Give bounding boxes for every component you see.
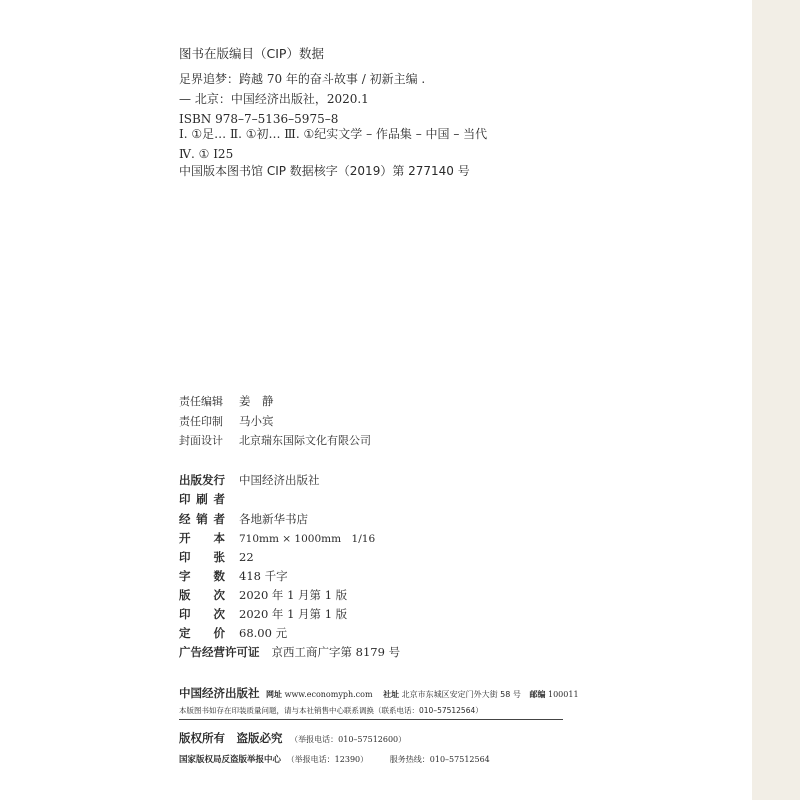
pub-row-sheets <box>179 550 254 564</box>
footer-divider <box>179 719 563 720</box>
cip-isbn-line: ISBN 978–7–5136–5975–8 <box>179 112 339 126</box>
cip-number: 中国版本图书馆 CIP 数据核字（2019）第 277140 号 <box>179 164 470 178</box>
anti-piracy-center: 国家版权局反盗版举报中心 <box>179 755 282 765</box>
footer-website-label: 网址 <box>266 690 283 699</box>
report-tel: （举报电话：010–57512600） <box>290 735 407 744</box>
staff-value: 姜 静 <box>239 394 274 408</box>
pub-value: 68.00 元 <box>239 626 288 640</box>
footer-postcode: 100011 <box>548 690 579 699</box>
rights-text: 版权所有 盗版必究 <box>179 731 283 745</box>
pub-value: 418 千字 <box>239 569 288 583</box>
pub-value: 2020 年 1 月第 1 版 <box>239 588 348 602</box>
pub-row-ad-license <box>179 645 400 659</box>
staff-label: 责任印制 <box>179 415 223 428</box>
pub-value: 2020 年 1 月第 1 版 <box>239 607 348 621</box>
pub-label: 印 刷 者 <box>179 492 225 506</box>
pub-label: 经 销 者 <box>179 512 225 526</box>
pub-row-format <box>179 531 375 546</box>
pub-label: 广告经营许可证 <box>179 645 260 659</box>
cip-publisher-line: — 北京：中国经济出版社，2020.1 <box>179 92 369 106</box>
footer-address-label: 社址 <box>383 690 400 699</box>
staff-label: 责任编辑 <box>179 395 223 408</box>
pub-value: 中国经济出版社 <box>239 473 320 487</box>
pub-label: 印 张 <box>179 550 225 564</box>
pub-value: 各地新华书店 <box>239 512 308 526</box>
staff-row-cover <box>179 433 371 448</box>
anti-piracy-tel: （举报电话：12390） <box>286 755 369 764</box>
anti-piracy-line <box>179 751 490 767</box>
staff-row-editor <box>179 394 274 409</box>
cip-subject-line: Ⅰ. ①足… Ⅱ. ①初… Ⅲ. ①纪实文学 – 作品集 – 中国 – 当代 <box>179 127 488 141</box>
staff-label: 封面设计 <box>179 434 223 447</box>
pub-label: 出版发行 <box>179 473 225 487</box>
pub-row-words <box>179 569 288 583</box>
page-edge <box>752 0 800 800</box>
pub-label: 版 次 <box>179 588 225 602</box>
staff-value: 北京瑞东国际文化有限公司 <box>239 434 371 447</box>
pub-label: 开 本 <box>179 531 225 545</box>
pub-row-printer <box>179 492 239 506</box>
staff-value: 马小宾 <box>239 414 274 428</box>
pub-label: 印 次 <box>179 607 225 621</box>
pub-value: 710mm × 1000mm 1/16 <box>239 533 376 545</box>
pub-label: 字 数 <box>179 569 225 583</box>
quality-notice: 本版图书如存在印装质量问题，请与本社销售中心联系调换（联系电话：010–57512564） <box>179 706 483 715</box>
rights-line <box>179 731 406 747</box>
footer-address: 北京市东城区安定门外大街 58 号 <box>401 690 521 699</box>
pub-value: 京西工商广字第 8179 号 <box>271 645 401 659</box>
footer-publisher-name: 中国经济出版社 <box>179 686 260 700</box>
pub-row-printing <box>179 607 347 621</box>
cip-title: 图书在版编目（CIP）数据 <box>179 46 324 61</box>
footer-postcode-label: 邮编 <box>529 690 546 699</box>
pub-value: 22 <box>239 550 254 564</box>
pub-row-price <box>179 626 287 640</box>
pub-row-publisher <box>179 473 320 487</box>
footer-publisher-line <box>179 686 579 702</box>
footer-website: www.economyph.com <box>284 690 373 699</box>
service-hotline: 服务热线：010–57512564 <box>389 755 490 764</box>
pub-row-distributor <box>179 512 308 526</box>
cip-book-title-line: 足界追梦：跨越 70 年的奋斗故事 / 初新主编 . <box>179 72 426 86</box>
cip-class-line: Ⅳ. ① I25 <box>179 147 234 161</box>
pub-row-edition <box>179 588 347 602</box>
pub-label: 定 价 <box>179 626 225 640</box>
staff-row-printing <box>179 414 274 429</box>
